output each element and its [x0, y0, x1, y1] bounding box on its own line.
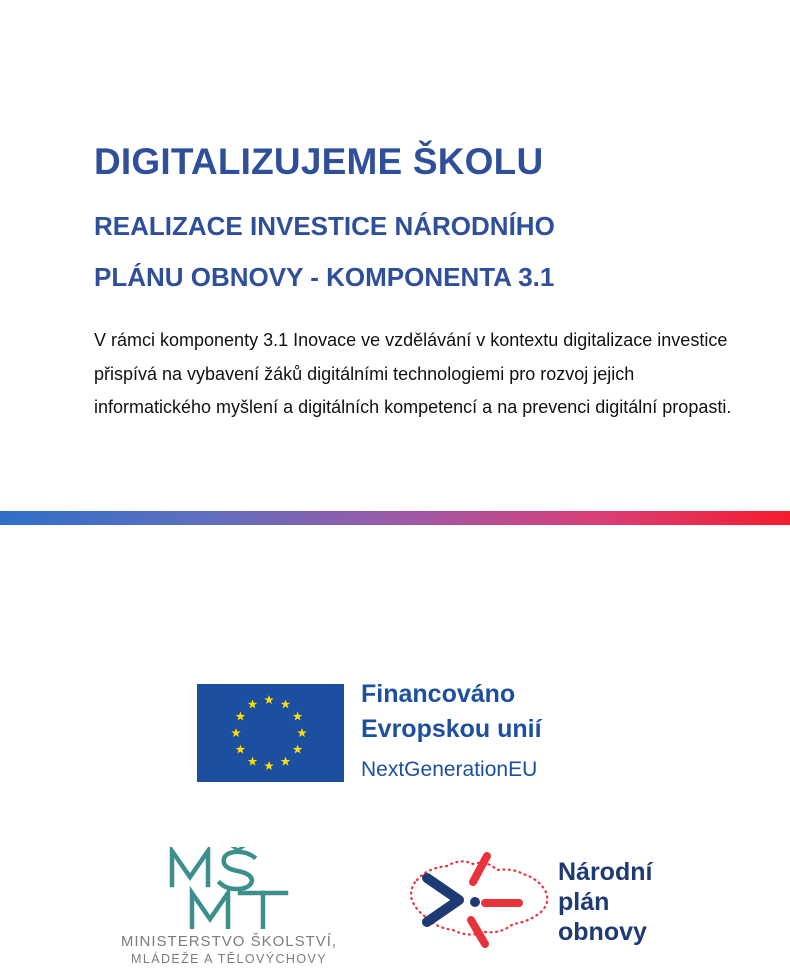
subtitle-line-2: PLÁNU OBNOVY - KOMPONENTA 3.1	[94, 262, 555, 292]
eu-funding-line-3: NextGenerationEU	[361, 758, 538, 781]
eu-flag-icon	[197, 684, 344, 782]
subtitle-line-1: REALIZACE INVESTICE NÁRODNÍHO	[94, 211, 555, 241]
npo-map-icon	[405, 848, 555, 950]
msmt-name-line-1: MINISTERSTVO ŠKOLSTVÍ,	[120, 933, 338, 950]
msmt-name-line-2: MLÁDEŽE A TĚLOVÝCHOVY	[131, 952, 327, 966]
npo-name-line-1: Národní	[558, 858, 653, 886]
page-title: DIGITALIZUJEME ŠKOLU	[94, 141, 544, 182]
gradient-divider	[0, 511, 790, 525]
eu-funding-line-1: Financováno	[361, 680, 516, 708]
msmt-monogram-icon	[164, 847, 294, 929]
npo-name-line-2: plán	[558, 888, 610, 916]
eu-funding-line-2: Evropskou unií	[361, 715, 542, 743]
npo-name-line-3: obnovy	[558, 918, 647, 946]
body-paragraph: V rámci komponenty 3.1 Inovace ve vzdělávání v kontextu digitalizace investice přispívá na vybavení žáků digitálními technologiemi pro rozvoj jejich informatického myšlení a digitálních kompetencí a na prevenci digitální propasti.	[94, 330, 732, 417]
